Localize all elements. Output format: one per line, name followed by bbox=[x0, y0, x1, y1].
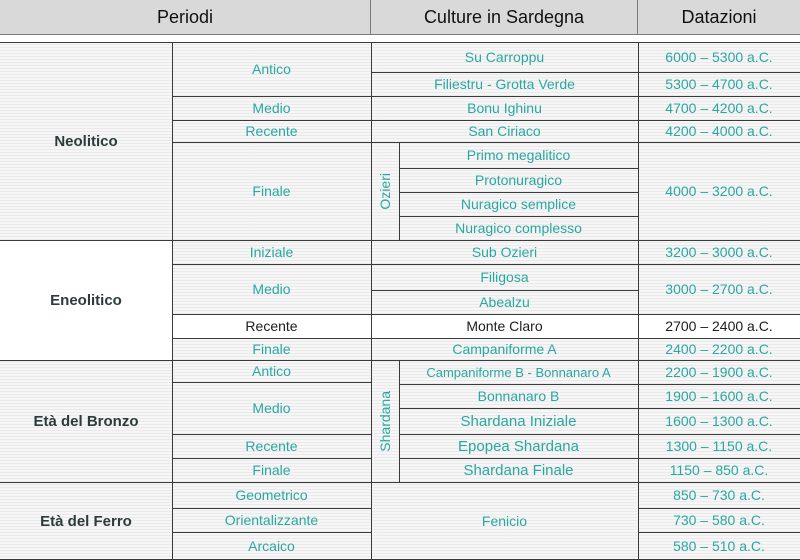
phase-neo-medio: Medio bbox=[172, 96, 371, 120]
culture-shardana-iniziale: Shardana Iniziale bbox=[399, 408, 638, 434]
divider bbox=[172, 142, 800, 143]
divider bbox=[172, 532, 371, 533]
date-cell: 3000 – 2700 a.C. bbox=[638, 264, 800, 314]
divider bbox=[172, 314, 800, 315]
divider bbox=[172, 338, 800, 339]
date-cell: 2700 – 2400 a.C. bbox=[638, 314, 800, 338]
header-datazioni: Datazioni bbox=[681, 7, 757, 27]
phase-fe-arcaico: Arcaico bbox=[172, 532, 371, 560]
period-bronzo: Età del Bronzo bbox=[0, 360, 172, 482]
phase-br-medio: Medio bbox=[172, 382, 371, 434]
culture-san-ciriaco: San Ciriaco bbox=[371, 120, 638, 142]
phase-neo-finale: Finale bbox=[172, 142, 371, 240]
culture-su-carroppu: Su Carroppu bbox=[371, 42, 638, 72]
divider bbox=[0, 482, 800, 483]
culture-bonnanaro-b: Bonnanaro B bbox=[399, 384, 638, 408]
phase-br-finale: Finale bbox=[172, 458, 371, 482]
divider bbox=[399, 168, 638, 169]
culture-shardana-finale: Shardana Finale bbox=[399, 458, 638, 482]
culture-abealzu: Abealzu bbox=[371, 290, 638, 314]
divider bbox=[399, 192, 638, 193]
culture-filiestru: Filiestru - Grotta Verde bbox=[371, 72, 638, 96]
divider bbox=[172, 120, 800, 121]
phase-br-recente: Recente bbox=[172, 434, 371, 458]
culture-protonuragico: Protonuragico bbox=[399, 168, 638, 192]
divider bbox=[371, 72, 800, 73]
divider bbox=[0, 240, 800, 241]
divider bbox=[172, 382, 371, 383]
culture-monte-claro: Monte Claro bbox=[371, 314, 638, 338]
date-cell: 1600 – 1300 a.C. bbox=[638, 408, 800, 434]
phase-neo-recente: Recente bbox=[172, 120, 371, 142]
chronology-table bbox=[0, 42, 800, 560]
culture-sub-ozieri: Sub Ozieri bbox=[371, 240, 638, 264]
group-shardana bbox=[371, 360, 399, 482]
divider bbox=[399, 360, 400, 482]
group-ozieri bbox=[371, 142, 399, 240]
culture-primo-megalitico: Primo megalitico bbox=[399, 142, 638, 168]
divider bbox=[399, 142, 400, 240]
date-cell: 4200 – 4000 a.C. bbox=[638, 120, 800, 142]
phase-eneo-recente: Recente bbox=[172, 314, 371, 338]
phase-fe-orientalizzante: Orientalizzante bbox=[172, 508, 371, 532]
divider bbox=[172, 264, 800, 265]
period-ferro: Età del Ferro bbox=[0, 482, 172, 560]
date-cell: 850 – 730 a.C. bbox=[638, 482, 800, 508]
culture-campaniforme-a: Campaniforme A bbox=[371, 338, 638, 360]
divider bbox=[399, 216, 638, 217]
divider bbox=[172, 96, 800, 97]
divider bbox=[172, 434, 371, 435]
phase-eneo-medio: Medio bbox=[172, 264, 371, 314]
phase-br-antico: Antico bbox=[172, 360, 371, 382]
date-cell: 6000 – 5300 a.C. bbox=[638, 42, 800, 72]
date-cell: 1150 – 850 a.C. bbox=[638, 458, 800, 482]
date-cell: 3200 – 3000 a.C. bbox=[638, 240, 800, 264]
divider bbox=[399, 434, 800, 435]
divider bbox=[399, 408, 800, 409]
divider bbox=[172, 458, 371, 459]
period-neolitico: Neolitico bbox=[0, 42, 172, 240]
culture-fenicio: Fenicio bbox=[371, 482, 638, 560]
date-cell: 4700 – 4200 a.C. bbox=[638, 96, 800, 120]
header-periodi: Periodi bbox=[0, 0, 371, 34]
divider bbox=[638, 508, 800, 509]
date-cell: 2400 – 2200 a.C. bbox=[638, 338, 800, 360]
date-cell: 730 – 580 a.C. bbox=[638, 508, 800, 532]
culture-nuragico-semplice: Nuragico semplice bbox=[399, 192, 638, 216]
divider bbox=[0, 42, 800, 43]
date-cell: 2200 – 1900 a.C. bbox=[638, 360, 800, 384]
divider bbox=[399, 384, 800, 385]
table-header bbox=[0, 0, 800, 35]
date-cell: 5300 – 4700 a.C. bbox=[638, 72, 800, 96]
date-cell: 4000 – 3200 a.C. bbox=[638, 142, 800, 240]
header-culture: Culture in Sardegna bbox=[371, 0, 638, 34]
culture-epopea-shardana: Epopea Shardana bbox=[399, 434, 638, 458]
group-ozieri-label: Ozieri bbox=[377, 172, 393, 210]
phase-fe-geometrico: Geometrico bbox=[172, 482, 371, 508]
culture-bonu-ighinu: Bonu Ighinu bbox=[371, 96, 638, 120]
date-cell: 1300 – 1150 a.C. bbox=[638, 434, 800, 458]
divider bbox=[638, 532, 800, 533]
date-cell: 580 – 510 a.C. bbox=[638, 532, 800, 560]
phase-eneo-iniziale: Iniziale bbox=[172, 240, 371, 264]
phase-eneo-finale: Finale bbox=[172, 338, 371, 360]
culture-filigosa: Filigosa bbox=[371, 264, 638, 290]
phase-neo-antico: Antico bbox=[172, 42, 371, 96]
date-cell: 1900 – 1600 a.C. bbox=[638, 384, 800, 408]
divider bbox=[399, 458, 800, 459]
culture-nuragico-complesso: Nuragico complesso bbox=[399, 216, 638, 240]
divider bbox=[0, 360, 800, 361]
culture-campaniforme-b: Campaniforme B - Bonnanaro A bbox=[399, 360, 638, 384]
group-shardana-label: Shardana bbox=[377, 390, 393, 452]
divider bbox=[172, 508, 371, 509]
period-eneolitico: Eneolitico bbox=[0, 240, 172, 360]
divider bbox=[371, 290, 638, 291]
